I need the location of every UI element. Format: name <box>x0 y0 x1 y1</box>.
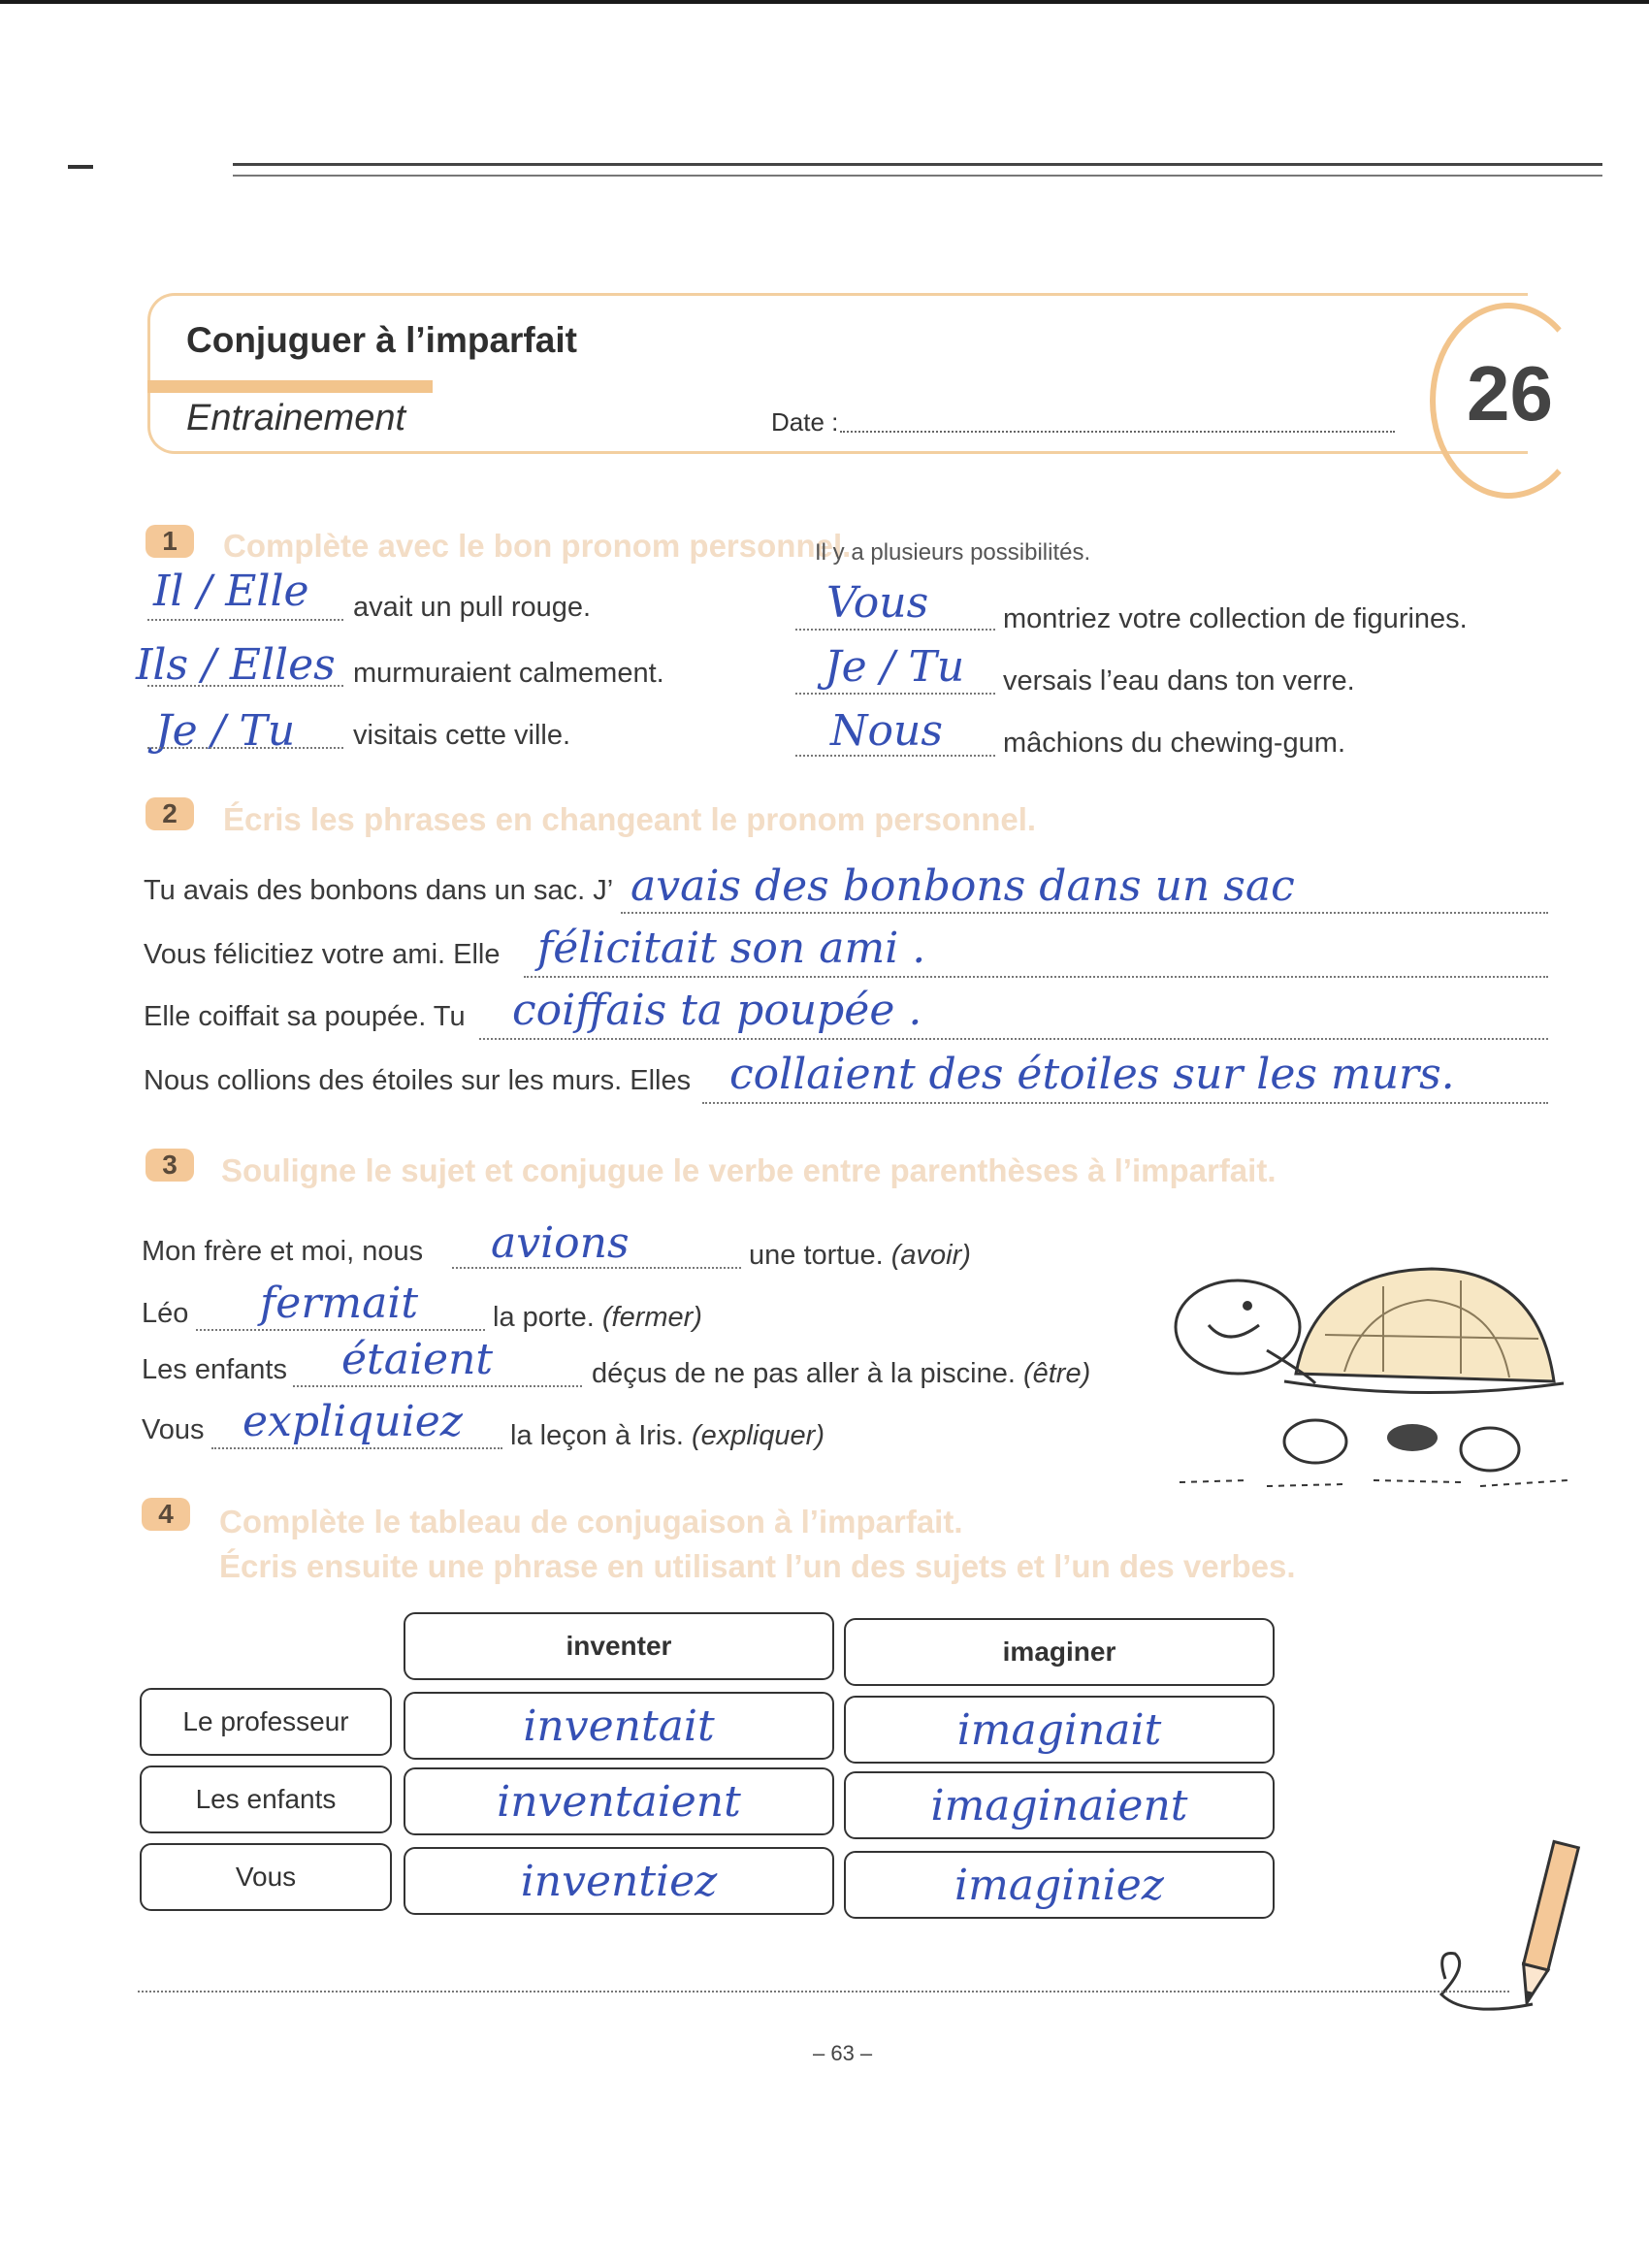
ex2-answer-3[interactable]: coiffais ta poupée . <box>512 986 922 1035</box>
row-subject-les-enfants: Les enfants <box>140 1766 392 1833</box>
ex1-blank-3 <box>147 747 343 749</box>
exercise-4-number: 4 <box>142 1498 190 1531</box>
cell-les-enfants-inventer[interactable]: inventaient <box>404 1767 834 1835</box>
ex2-prompt-4: Nous collions des étoiles sur les murs. Elles <box>144 1065 692 1096</box>
exercise-2-instruction: Écris les phrases en changeant le pronom personnel. <box>223 801 1037 837</box>
ex3-before-4: Vous <box>142 1414 205 1445</box>
turtle-illustration <box>1170 1257 1581 1490</box>
margin-tick <box>68 165 93 169</box>
ex1-answer-4[interactable]: Vous <box>826 578 929 628</box>
cell-les-enfants-imaginer[interactable]: imaginaient <box>844 1771 1275 1839</box>
ex2-answer-1[interactable]: avais des bonbons dans un sac <box>630 861 1295 911</box>
lesson-number: 26 <box>1467 350 1553 437</box>
header-rule <box>233 163 1602 166</box>
ex2-answer-4[interactable]: collaient des étoiles sur les murs. <box>729 1050 1455 1099</box>
ex1-blank-4 <box>795 629 995 631</box>
ex2-line-4 <box>702 1102 1548 1104</box>
page-title: Conjuguer à l’imparfait <box>186 320 577 360</box>
exercise-1-instruction: Complète avec le bon pronom personnel. <box>223 528 852 564</box>
cell-le-professeur-imaginer[interactable]: imaginait <box>844 1696 1275 1764</box>
ex2-line-3 <box>479 1038 1548 1040</box>
cell-le-professeur-inventer[interactable]: inventait <box>404 1692 834 1760</box>
ex1-text-6: mâchions du chewing-gum. <box>1003 728 1346 759</box>
exercise-3-instruction: Souligne le sujet et conjugue le verbe entre parenthèses à l’imparfait. <box>221 1152 1277 1188</box>
exercise-1-number: 1 <box>146 525 194 558</box>
sentence-writing-line[interactable] <box>138 1991 1509 1993</box>
ex3-before-2: Léo <box>142 1298 189 1329</box>
ex3-blank-3 <box>293 1385 582 1387</box>
ex3-after-1: une tortue. (avoir) <box>749 1240 971 1271</box>
exercise-4-instruction-1: Complète le tableau de conjugaison à l’imparfait. <box>219 1504 963 1539</box>
ex2-line-1 <box>621 912 1548 914</box>
ex2-prompt-1: Tu avais des bonbons dans un sac. J’ <box>144 875 614 906</box>
row-subject-vous: Vous <box>140 1843 392 1911</box>
title-underline <box>147 380 433 393</box>
row-subject-le-professeur: Le professeur <box>140 1688 392 1756</box>
page-subtitle: Entrainement <box>186 398 406 438</box>
footer-page-number: – 63 – <box>813 2041 873 2065</box>
ex2-prompt-2: Vous félicitiez votre ami. Elle <box>144 939 501 970</box>
ex3-before-1: Mon frère et moi, nous <box>142 1236 424 1267</box>
ex1-blank-1 <box>147 619 343 621</box>
ex1-answer-1[interactable]: Il / Elle <box>153 567 309 616</box>
ex1-answer-2[interactable]: Ils / Elles <box>136 640 336 690</box>
ex3-answer-3[interactable]: étaient <box>341 1335 494 1384</box>
ex1-blank-5 <box>795 693 995 695</box>
ex2-prompt-3: Elle coiffait sa poupée. Tu <box>144 1001 466 1032</box>
column-header-imaginer: imaginer <box>844 1618 1275 1686</box>
ex3-answer-4[interactable]: expliquiez <box>242 1397 463 1446</box>
date-label: Date : <box>771 407 839 437</box>
ex3-after-4: la leçon à Iris. (expliquer) <box>510 1420 824 1451</box>
ex1-answer-3[interactable]: Je / Tu <box>155 706 296 756</box>
exercise-1-note: Il y a plusieurs possibilités. <box>815 539 1091 566</box>
ex1-answer-5[interactable]: Je / Tu <box>824 642 965 692</box>
ex1-answer-6[interactable]: Nous <box>830 706 943 756</box>
column-header-inventer: inventer <box>404 1612 834 1680</box>
ex3-answer-2[interactable]: fermait <box>260 1279 419 1328</box>
ex3-after-2: la porte. (fermer) <box>493 1302 702 1333</box>
ex1-blank-2 <box>147 685 343 687</box>
scan-top-edge <box>0 0 1649 4</box>
exercise-4-instruction-2: Écris ensuite une phrase en utilisant l’un des sujets et l’un des verbes. <box>219 1548 1296 1584</box>
ex3-blank-2 <box>196 1329 485 1331</box>
ex3-before-3: Les enfants <box>142 1354 287 1385</box>
ex3-after-3: déçus de ne pas aller à la piscine. (être) <box>592 1358 1091 1389</box>
ex1-text-5: versais l’eau dans ton verre. <box>1003 665 1355 697</box>
ex2-answer-2[interactable]: félicitait son ami . <box>537 923 926 973</box>
ex1-text-2: murmuraient calmement. <box>353 658 664 689</box>
exercise-3-number: 3 <box>146 1149 194 1182</box>
ex1-text-1: avait un pull rouge. <box>353 592 592 623</box>
ex1-text-4: montriez votre collection de figurines. <box>1003 603 1468 634</box>
header-rule-thin <box>233 175 1602 177</box>
date-field[interactable] <box>840 431 1395 433</box>
ex3-blank-4 <box>211 1447 502 1449</box>
exercise-2-number: 2 <box>146 797 194 830</box>
cell-vous-imaginer[interactable]: imaginiez <box>844 1851 1275 1919</box>
ex1-blank-6 <box>795 755 995 757</box>
cell-vous-inventer[interactable]: inventiez <box>404 1847 834 1915</box>
ex2-line-2 <box>524 976 1548 978</box>
ex3-answer-1[interactable]: avions <box>491 1218 630 1268</box>
ex1-text-3: visitais cette ville. <box>353 720 571 751</box>
